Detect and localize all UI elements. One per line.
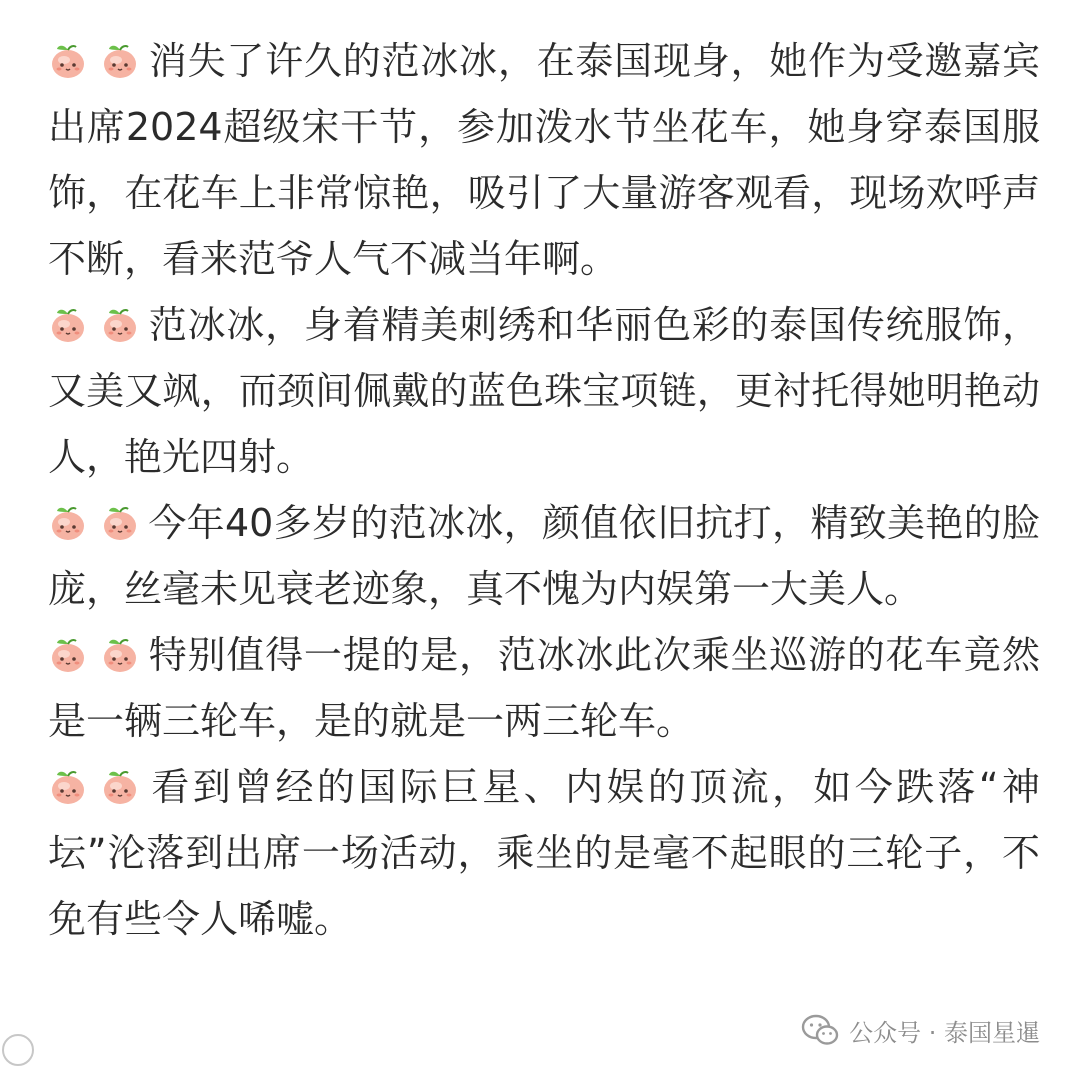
paragraph-2	[48, 292, 1040, 490]
paragraph-text: 今年40多岁的范冰冰，颜值依旧抗打，精致美艳的脸庞，丝毫未见衰老迹象，真不愧为内娱第一大美人。	[48, 501, 1040, 611]
peach-emoji-icon	[100, 766, 140, 806]
paragraph-text: 消失了许久的范冰冰，在泰国现身，她作为受邀嘉宾出席2024超级宋干节，参加泼水节坐花车，她身穿泰国服饰，在花车上非常惊艳，吸引了大量游客观看，现场欢呼声不断，看来范爷人气不减当年啊。	[48, 39, 1040, 281]
paragraph-1	[48, 28, 1040, 292]
peach-emoji-icon	[48, 766, 88, 806]
paragraph-3	[48, 490, 1040, 622]
watermark-text: 公众号 · 泰国星暹	[849, 1018, 1040, 1047]
article-body	[48, 28, 1040, 952]
corner-logo	[0, 1030, 40, 1070]
peach-emoji-icon	[48, 40, 88, 80]
peach-emoji-icon	[100, 40, 140, 80]
peach-emoji-icon	[48, 304, 88, 344]
paragraph-text: 范冰冰，身着精美刺绣和华丽色彩的泰国传统服饰，又美又飒，而颈间佩戴的蓝色珠宝项链，更衬托得她明艳动人，艳光四射。	[48, 303, 1040, 479]
paragraph-text: 看到曾经的国际巨星、内娱的顶流，如今跌落“神坛”沦落到出席一场活动，乘坐的是毫不起眼的三轮子，不免有些令人唏嘘。	[48, 765, 1040, 941]
paragraph-4	[48, 622, 1040, 754]
peach-emoji-icon	[48, 634, 88, 674]
peach-emoji-icon	[100, 634, 140, 674]
corner-logo-icon	[2, 1034, 34, 1066]
paragraph-5	[48, 754, 1040, 952]
paragraph-text: 特别值得一提的是，范冰冰此次乘坐巡游的花车竟然是一辆三轮车，是的就是一两三轮车。	[48, 633, 1040, 743]
peach-emoji-icon	[48, 502, 88, 542]
watermark	[797, 1008, 1044, 1052]
peach-emoji-icon	[100, 502, 140, 542]
peach-emoji-icon	[100, 304, 140, 344]
wechat-icon	[801, 1014, 839, 1046]
